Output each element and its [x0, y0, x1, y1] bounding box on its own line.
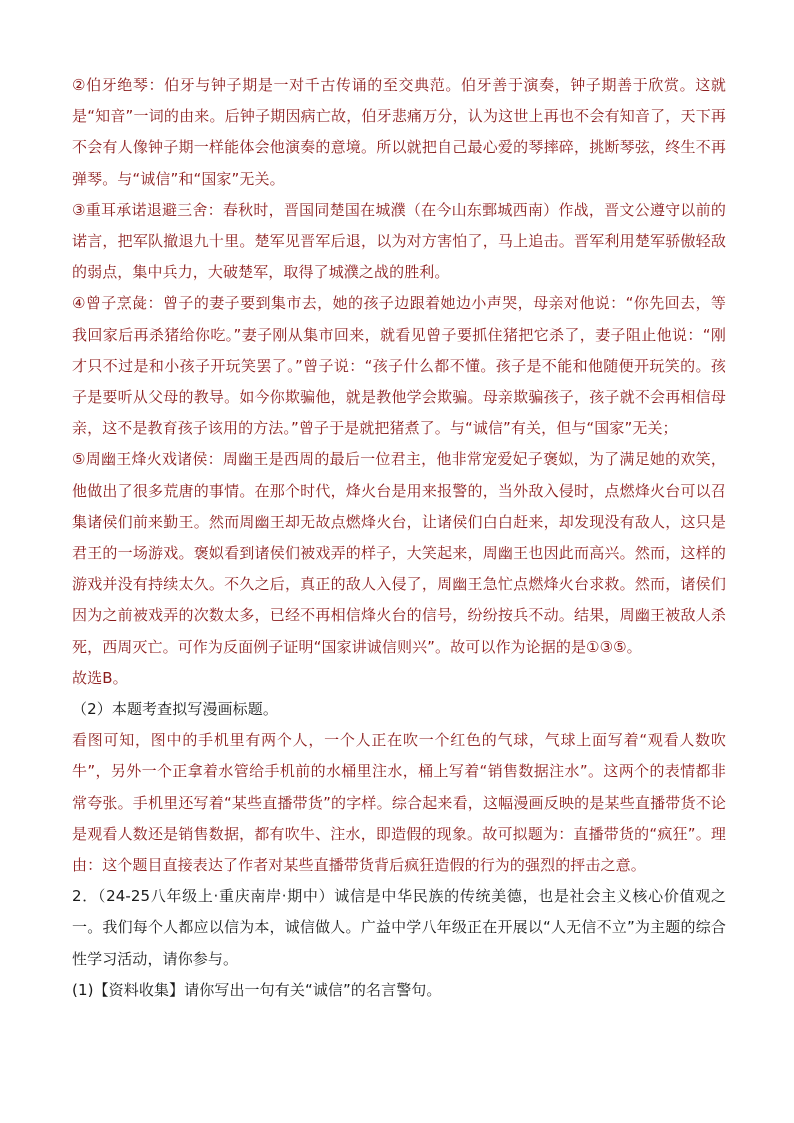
comic-title-analysis: 看图可知，图中的手机里有两个人，一个人正在吹一个红色的气球，气球上面写着“观看人数吹牛”，另外一个正拿着水管给手机前的水桶里注水，桶上写着“销售数据注水”。这两个的表情都非常夸张。手机里还写着“某些直播带货”的字样。综合起来看，这幅漫画反映的是某些直播带货不论是观看人数还是销售数据，都有吹牛、注水，即造假的现象。故可拟题为：直播带货的“疯狂”。理由：这个题目直接表达了作者对某些直播带货背后疯狂造假的行为的强烈的抨击之意。	[72, 731, 726, 875]
sub-question-2-heading: （2）本题考查拟写漫画标题。	[72, 700, 278, 719]
answer-analysis-item-2: ②伯牙绝琴：伯牙与钟子期是一对千古传诵的至交典范。伯牙善于演奏，钟子期善于欣赏。这就是“知音”一词的由来。后钟子期因病亡故，伯牙悲痛万分，认为这世上再也不会有知音了，天下再不会有人像钟子期一样能体会他演奏的意境。所以就把自己最心爱的琴摔碎，挑断琴弦，终生不再弹琴。与“诚信”和“国家”无关。	[72, 76, 726, 188]
document-page	[72, 70, 726, 1006]
answer-conclusion: 故选B。	[72, 668, 128, 687]
answer-analysis-item-5: ⑤周幽王烽火戏诸侯：周幽王是西周的最后一位君主，他非常宠爱妃子褒姒，为了满足她的欢笑，他做出了很多荒唐的事情。在那个时代，烽火台是用来报警的，当外敌入侵时，点燃烽火台可以召集诸侯们前来勤王。然而周幽王却无故点燃烽火台，让诸侯们白白赶来，却发现没有敌人，这只是君王的一场游戏。褒姒看到诸侯们被戏弄的样子，大笑起来，周幽王也因此而高兴。然而，这样的游戏并没有持续太久。不久之后，真正的敌人入侵了，周幽王急忙点燃烽火台求救。然而，诸侯们因为之前被戏弄的次数太多，已经不再相信烽火台的信号，纷纷按兵不动。结果，周幽王被敌人杀死，西周灭亡。可作为反面例子证明“国家讲诚信则兴”。故可以作为论据的是①③⑤。	[72, 450, 726, 656]
question-2-stem: 2．（24-25八年级上·重庆南岸·期中）诚信是中华民族的传统美德，也是社会主义核心价值观之一。我们每个人都应以信为本，诚信做人。广益中学八年级正在开展以“人无信不立”为主题的综合性学习活动，请你参与。	[72, 887, 726, 968]
answer-analysis-item-4: ④曾子烹彘：曾子的妻子要到集市去，她的孩子边跟着她边小声哭，母亲对他说：“你先回去，等我回家后再杀猪给你吃。”妻子刚从集市回来，就看见曾子要抓住猪把它杀了，妻子阻止他说：“刚才只不过是和小孩子开玩笑罢了。”曾子说：“孩子什么都不懂。孩子是不能和他随便开玩笑的。孩子是要听从父母的教导。如今你欺骗他，就是教他学会欺骗。母亲欺骗孩子，孩子就不会再相信母亲，这不是教育孩子该用的方法。”曾子于是就把猪煮了。与“诚信”有关，但与“国家”无关；	[72, 294, 726, 438]
question-2-part-1: (1)【资料收集】请你写出一句有关“诚信”的名言警句。	[72, 980, 442, 999]
answer-analysis-item-3: ③重耳承诺退避三舍：春秋时，晋国同楚国在城濮（在今山东鄄城西南）作战，晋文公遵守以前的诺言，把军队撤退九十里。楚军见晋军后退，以为对方害怕了，马上追击。晋军利用楚军骄傲轻敌的弱点，集中兵力，大破楚军，取得了城濮之战的胜利。	[72, 200, 726, 282]
